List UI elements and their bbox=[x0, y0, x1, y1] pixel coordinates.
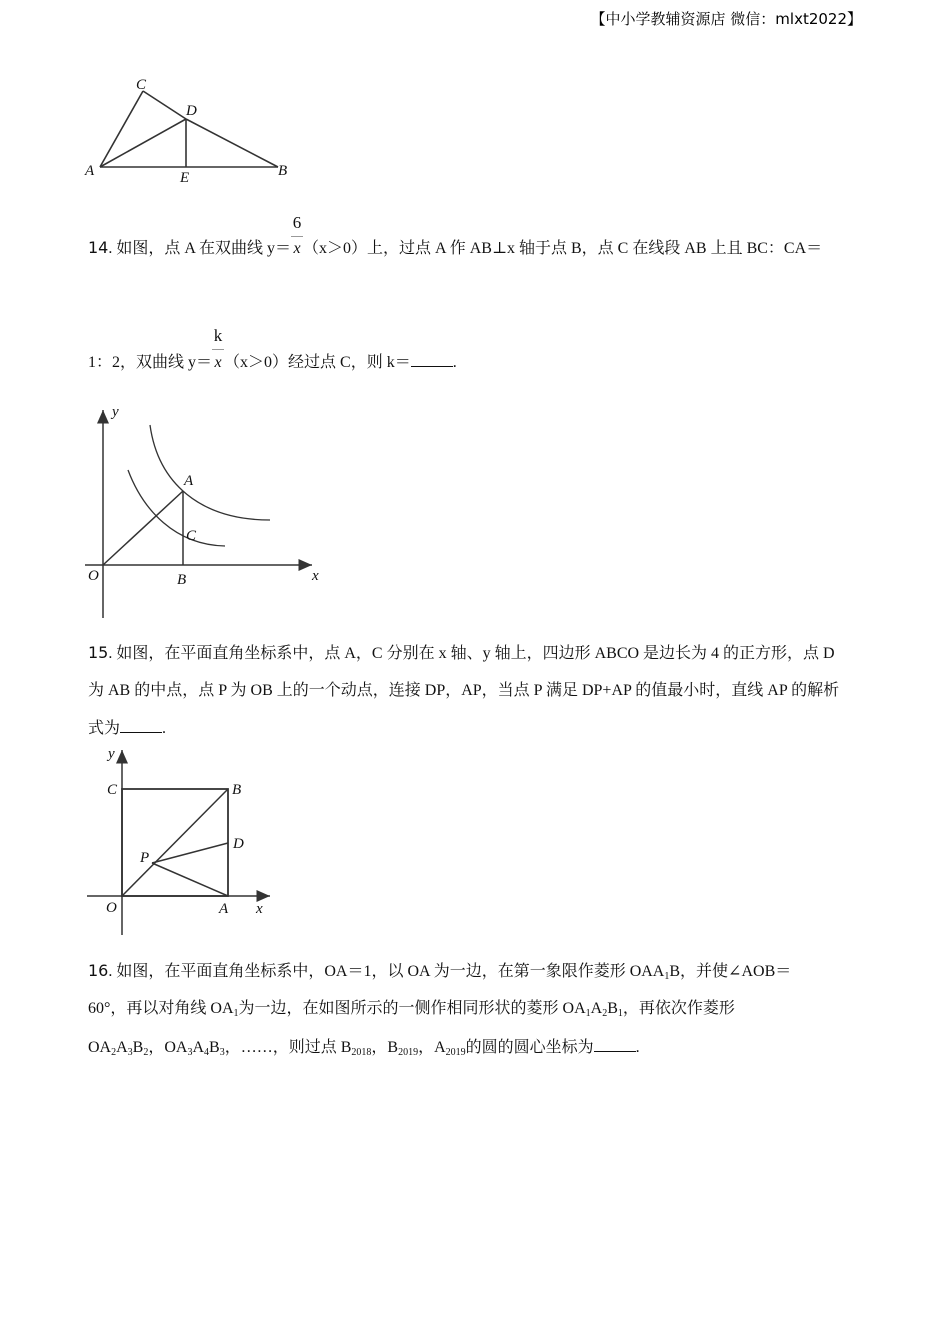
q16-text3g: ，……，则过点 B bbox=[224, 1039, 352, 1056]
q16-text2e: ，再依次作菱形 bbox=[622, 1000, 735, 1017]
q16-sub: 1 bbox=[585, 1008, 591, 1019]
label-A: A bbox=[219, 901, 229, 917]
q14-line2 bbox=[88, 326, 457, 373]
q16-text1b: B，并使∠AOB＝ bbox=[669, 963, 792, 980]
label-A: A bbox=[85, 163, 95, 179]
label-x: x bbox=[256, 901, 263, 917]
q16-line1 bbox=[88, 961, 791, 982]
q15-text2: 为 AB 的中点，点 P 为 OB 上的一个动点，连接 DP，AP，当点 P 满足 DP+AP 的值最小时，直线 AP 的解析 bbox=[88, 682, 840, 699]
q16-sub: 3 bbox=[219, 1047, 225, 1058]
q14-end: . bbox=[452, 354, 457, 371]
q14-frac2-bar bbox=[212, 349, 224, 350]
triangle-figure bbox=[80, 72, 300, 192]
q15-end: . bbox=[162, 720, 167, 737]
q14-frac2-den: x bbox=[214, 354, 222, 371]
q14-frac1-den: x bbox=[293, 240, 301, 257]
q16-sub: 1 bbox=[664, 971, 670, 982]
q16-sub: 1 bbox=[233, 1008, 239, 1019]
q16-sub: 2 bbox=[143, 1047, 149, 1058]
q16-text3c: B bbox=[132, 1039, 144, 1056]
q14-line1 bbox=[88, 213, 823, 259]
q16-text2b: 为一边，在如图所示的一侧作相同形状的菱形 OA bbox=[238, 1000, 586, 1017]
q16-end: . bbox=[635, 1039, 640, 1056]
q14-frac1-num: 6 bbox=[292, 213, 302, 232]
label-B: B bbox=[177, 572, 187, 588]
q14-text1a: . 如图，点 A 在双曲线 y＝ bbox=[108, 240, 292, 257]
q16-text3a: OA bbox=[88, 1039, 112, 1056]
q16-sub: 1 bbox=[617, 1008, 623, 1019]
q16-line3 bbox=[88, 1037, 640, 1058]
q16-sub: 2019 bbox=[445, 1047, 466, 1058]
q15-line1 bbox=[88, 643, 835, 664]
label-C: C bbox=[186, 528, 197, 544]
label-D: D bbox=[186, 103, 197, 119]
q16-text3f: B bbox=[209, 1039, 220, 1056]
q16-text2d: B bbox=[607, 1000, 618, 1017]
q16-sub: 2019 bbox=[398, 1047, 419, 1058]
q16-sub: 2018 bbox=[351, 1047, 372, 1058]
q16-answer-blank bbox=[594, 1037, 636, 1052]
q15-answer-blank bbox=[120, 718, 162, 733]
label-D: D bbox=[233, 836, 244, 852]
q16-sub: 3 bbox=[127, 1047, 133, 1058]
q16-text3e: A bbox=[192, 1039, 205, 1056]
q16-text2c: A bbox=[590, 1000, 603, 1017]
q16-line2 bbox=[88, 999, 735, 1019]
q16-sub: 2 bbox=[602, 1008, 608, 1019]
q15-text3: 式为 bbox=[88, 720, 121, 737]
square-figure bbox=[82, 740, 282, 940]
label-y: y bbox=[108, 746, 115, 762]
q14-fraction2 bbox=[212, 326, 224, 373]
label-P: P bbox=[140, 850, 150, 866]
q16-text1a: . 如图，在平面直角坐标系中，OA＝1，以 OA 为一边，在第一象限作菱形 OAA bbox=[108, 963, 665, 980]
q14-answer-blank bbox=[411, 352, 453, 367]
label-O: O bbox=[88, 568, 99, 584]
q15-line3 bbox=[88, 718, 166, 739]
label-O: O bbox=[106, 900, 117, 916]
q16-sub: 2 bbox=[111, 1047, 117, 1058]
q14-text1b: （x＞0）上，过点 A 作 AB⊥x 轴于点 B，点 C 在线段 AB 上且 BC：CA＝ bbox=[303, 240, 823, 257]
q14-text2a: 1：2，双曲线 y＝ bbox=[88, 354, 213, 371]
label-y: y bbox=[112, 404, 119, 420]
q15-text1: . 如图，在平面直角坐标系中，点 A，C 分别在 x 轴、y 轴上，四边形 ABCO 是边长为 4 的正方形，点 D bbox=[108, 645, 835, 662]
q16-text3i: ，A bbox=[418, 1039, 446, 1056]
q16-number: 16 bbox=[88, 961, 109, 980]
page-header: 【中小学教辅资源店 微信：mlxt2022】 bbox=[590, 10, 862, 28]
label-x: x bbox=[312, 568, 319, 584]
q16-text3b: A bbox=[116, 1039, 128, 1056]
q14-frac2-num: k bbox=[213, 326, 223, 345]
q16-text3j: 的圆的圆心坐标为 bbox=[465, 1039, 594, 1056]
q16-sub: 3 bbox=[187, 1047, 193, 1058]
label-C: C bbox=[136, 77, 147, 93]
q15-line2 bbox=[88, 681, 839, 701]
q15-number: 15 bbox=[88, 643, 109, 662]
q16-text2a: 60°，再以对角线 OA bbox=[88, 1000, 234, 1017]
q14-number: 14 bbox=[88, 238, 109, 257]
label-A: A bbox=[184, 473, 194, 489]
q14-text2b: （x＞0）经过点 C，则 k＝ bbox=[224, 354, 411, 371]
label-B: B bbox=[278, 163, 288, 179]
q14-fraction1 bbox=[291, 213, 303, 259]
q16-sub: 4 bbox=[204, 1047, 210, 1058]
label-B: B bbox=[232, 782, 242, 798]
label-C: C bbox=[107, 782, 118, 798]
q16-text3d: ，OA bbox=[148, 1039, 188, 1056]
label-E: E bbox=[180, 170, 190, 186]
hyperbola-figure bbox=[80, 398, 330, 623]
q14-frac1-bar bbox=[291, 236, 303, 237]
q16-text3h: ，B bbox=[371, 1039, 399, 1056]
